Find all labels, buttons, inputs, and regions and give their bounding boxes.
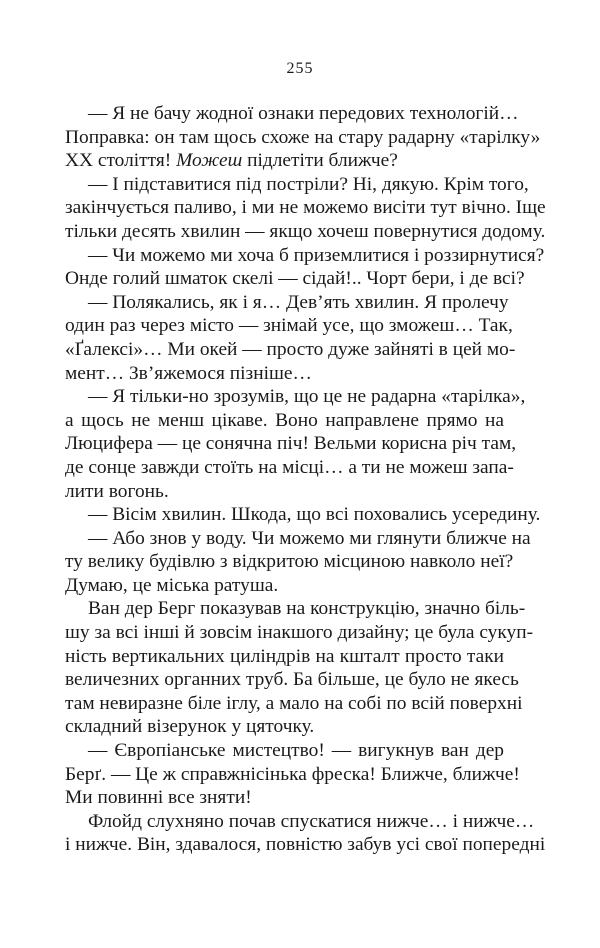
text-line: «Ґалексі»… Ми окей — просто дуже зайняті в цей мо- <box>65 338 516 360</box>
text-line: Поправка: он там щось схоже на стару радарну «тарілку» <box>65 126 541 148</box>
emphasis-text: Можеш <box>176 150 243 172</box>
text-run: XX століття! <box>65 150 177 172</box>
text-line: Флойд слухняно почав спускатися нижче… і нижче… <box>88 810 535 832</box>
text-line: де сонце завжди стоїть на місці… а ти не можеш запа- <box>65 456 514 478</box>
text-line: — Вісім хвилин. Шкода, що всі поховались усередину. <box>88 504 541 526</box>
text-line: Ми повинні все зняти! <box>65 787 252 809</box>
text-line: складний візерунок у цяточку. <box>65 716 315 738</box>
text-line: а щось не менш цікаве. Воно направлене прямо на <box>65 409 504 431</box>
text-line: — Я не бачу жодної ознаки передових технологій… <box>88 103 519 124</box>
text-line: ту велику будівлю з відкритою місциною навколо неї? <box>65 551 514 573</box>
text-line: мент… Зв’яжемося пізніше… <box>65 362 312 384</box>
text-run: підлетіти ближче? <box>242 150 398 172</box>
text-line: ність вертикальних циліндрів на кшталт просто таки <box>65 645 504 667</box>
text-line: Онде голий шматок скелі — сідай!.. Чорт бери, і де всі? <box>65 268 525 290</box>
text-line: Думаю, це міська ратуша. <box>65 574 279 596</box>
text-line: Ван дер Берг показував на конструкцію, значно біль- <box>88 598 526 620</box>
text-line: — Європіанське мистецтво! — вигукнув ван дер <box>88 740 504 762</box>
text-line: закінчується паливо, і ми не можемо висіти тут вічно. Іще <box>65 197 546 219</box>
text-line: — Або знов у воду. Чи можемо ми глянути ближче на <box>88 527 531 549</box>
text-line: — Чи можемо ми хоча б приземлитися і роззирнутися? <box>88 244 545 266</box>
text-line: — Я тільки-но зрозумів, що це не радарна «тарілка», <box>88 386 526 408</box>
text-line: Берґ. — Це ж справжнісінька фреска! Ближче, ближче! <box>65 763 520 785</box>
body-text <box>65 102 546 857</box>
text-line: там невиразне біле іглу, а мало на собі по всій поверхні <box>65 692 523 714</box>
text-line: один раз через місто — знімай усе, що зможеш… Так, <box>65 315 513 337</box>
page-number: 255 <box>286 60 314 77</box>
text-line: лити вогонь. <box>65 480 169 502</box>
text-line: шу за всі інші й зовсім інакшого дизайну; це була сукуп- <box>65 622 534 644</box>
text-line <box>65 149 504 173</box>
text-line: — І підставитися під постріли? Ні, дякую. Крім того, <box>88 173 529 195</box>
text-line: величезних органних труб. Ба більше, це було не якесь <box>65 669 519 691</box>
text-line: тільки десять хвилин — якщо хочеш повернутися додому. <box>65 220 546 242</box>
text-line: і нижче. Він, здавалося, повністю забув усі свої попередні <box>65 834 546 856</box>
text-line: Люцифера — це сонячна піч! Вельми корисна річ там, <box>65 433 517 455</box>
text-line: — Полякались, як і я… Дев’ять хвилин. Я пролечу <box>88 291 509 313</box>
